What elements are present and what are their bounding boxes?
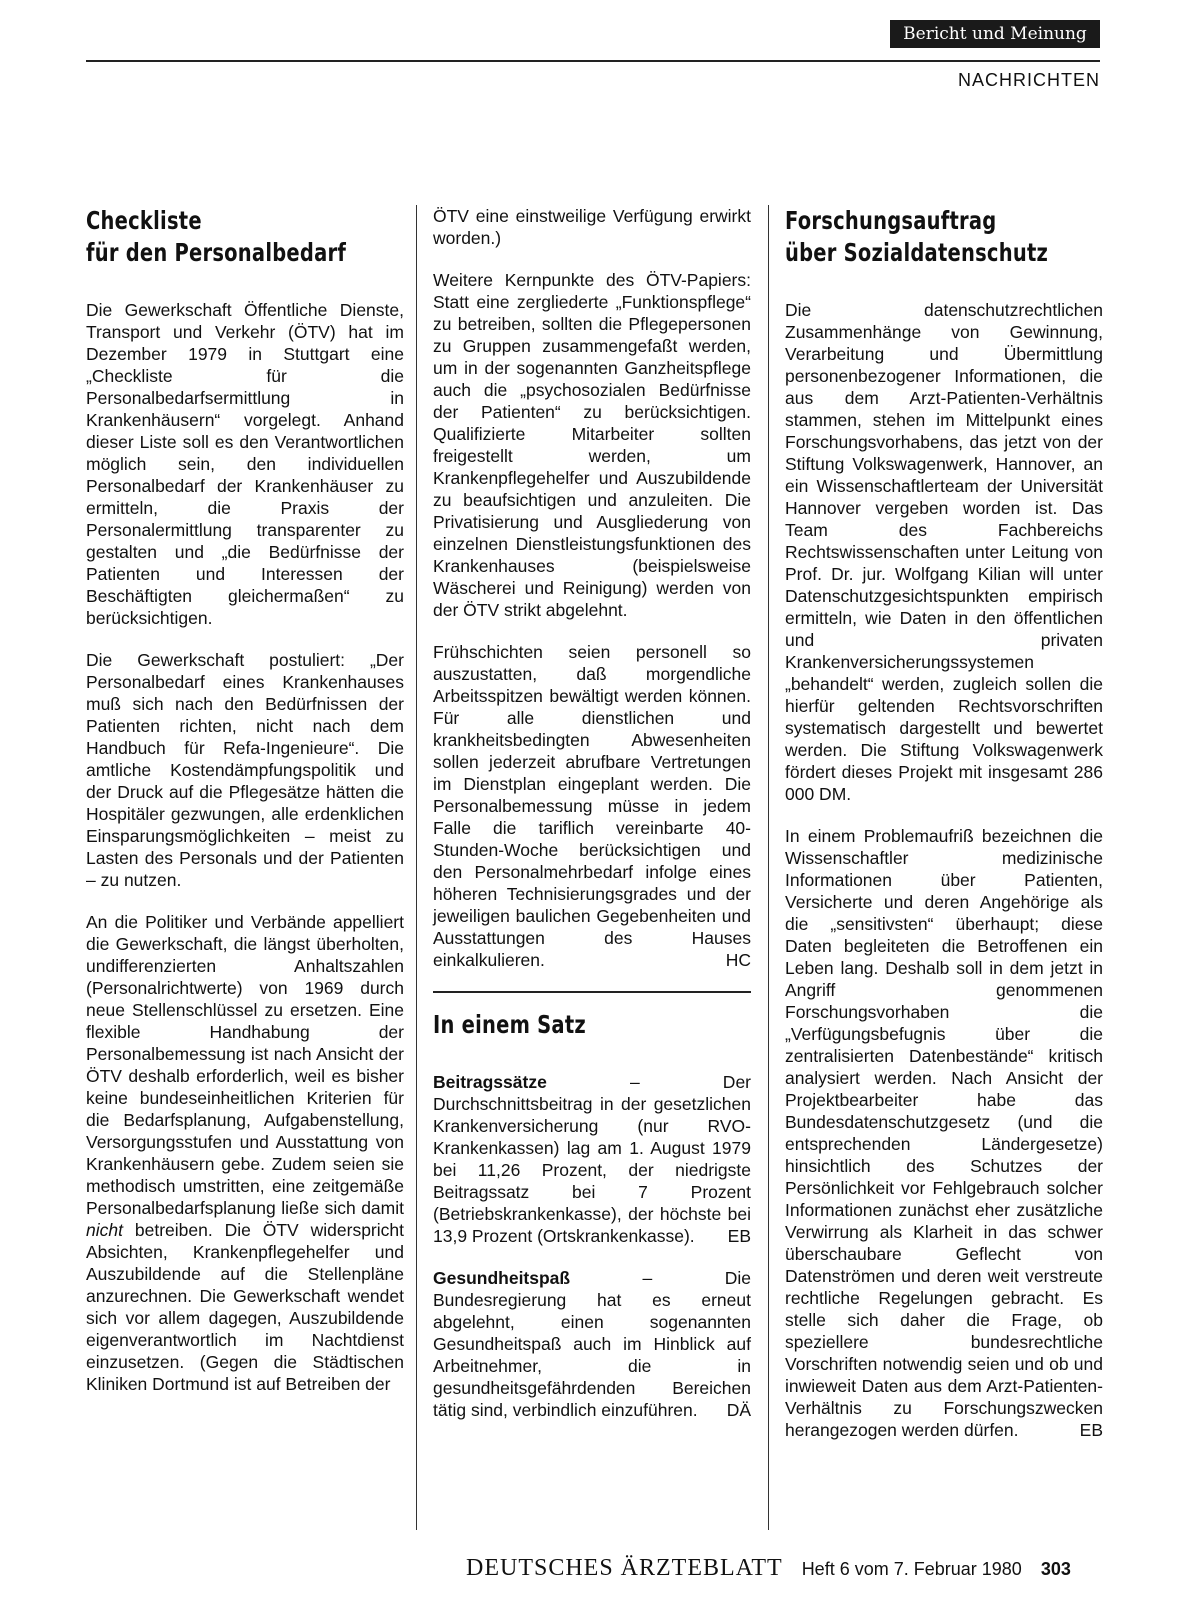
column-divider [768,205,769,1530]
author-signature: HC [725,950,751,970]
author-signature: EB [1079,1420,1103,1440]
section-badge: Bericht und Meinung [890,20,1100,48]
section-label: NACHRICHTEN [957,70,1100,90]
paragraph: Weitere Kernpunkte des ÖTV-Papiers: Statt eine zergliederte „Funktionspflege“ zu betreiben, sollten die Pflegepersonen zu Gruppen zusammengefaßt werden, um in der sogenannten Ganzheitspflege auch die „psychosozialen Bedürfnisse der Patienten“ zu berücksichtigen. Qualifizierte Mitarbeiter sollten freigestellt werden, um Krankenpflegehelfer und Auszubildende zu beaufsichtigen und anzuleiten. Die Privatisierung und Ausgliederung von einzelnen Dienstleistungsfunktionen des Krankenhauses (beispielsweise Wäscherei und Reinigung) werden von der ÖTV strikt abgelehnt. [433,270,751,620]
text-run: An die Politiker und Verbände appelliert die Gewerkschaft, die längst überholten, undifferenzierten Anhaltszahlen (Personalrichtwerte) von 1969 durch neue Stellenschlüssel zu ersetzen. Eine flexible Handhabung der Personalbemessung ist nach Ansicht der ÖTV deshalb erforderlich, weil es bisher keine bundeseinheitlichen Kriterien für die Bedarfsplanung, Aufgabenstellung, Versorgungsstufen und Ausstattung von Krankenhäusern gebe. Zudem seien sie methodisch umstritten, eine zeitgemäße Personalbedarfsplanung ließe sich damit [86,912,404,1218]
page-footer [466,1555,1071,1582]
paragraph [785,825,1103,1441]
emphasis: nicht [86,1220,123,1240]
item-lead: Beitragssätze [433,1072,547,1092]
section-rule [433,991,751,993]
title-line: über Sozialdatenschutz [785,238,1049,267]
paragraph: Die Gewerkschaft Öffentliche Dienste, Transport und Verkehr (ÖTV) hat im Dezember 1979 in Stuttgart eine „Checkliste für die Personalbedarfsermittlung in Krankenhäusern“ vorgelegt. Anhand dieser Liste soll es den Verantwortlichen möglich sein, den individuellen Personalbedarf der Krankenhäuser zu ermitteln, die Praxis der Personalermittlung transparenter zu gestalten und „die Bedürfnisse der Patienten und Interessen der Beschäftigten gleichermaßen“ zu berücksichtigen. [86,300,404,628]
item-lead: Gesundheitspaß [433,1268,571,1288]
author-signature: DÄ [726,1400,751,1420]
article-title-checkliste [86,205,347,269]
journal-name: DEUTSCHES ÄRZTEBLATT [466,1555,783,1581]
news-item [433,1071,751,1247]
text-run: In einem Problemaufriß bezeichnen die Wissenschaftler medizinische Informationen über Patienten, Versicherte und deren Angehörige als die „sensitivsten“ überhaupt; diese Daten begleiteten die Betroffenen ein Leben lang. Deshalb soll in dem jetzt in Angriff genommenen Forschungsvorhaben die „Verfügungsbefugnis über die zentralisierten Datenbestände“ kritisch analysiert werden. Nach Ansicht der Projektbearbeiter habe das Bundesdatenschutzgesetz (und die entsprechenden Ländergesetze) hinsichtlich des Schutzes der Persönlichkeit vor Fehlgebrauch solcher Informationen zunächst eher zusätzliche Verwirrung als Klarheit in das schwer überschaubare Geflecht von Datenströmen und deren weit verstreute rechtliche Regelungen gebracht. Es stelle sich daher die Frage, ob speziellere bundesrechtliche Vorschriften notwendig seien und ob und inwieweit Daten aus dem Arzt-Patienten-Verhältnis zu Forschungszwecken herangezogen werden dürfen. [785,826,1103,1440]
page-number: 303 [1040,1559,1071,1579]
column-right [785,205,1103,1461]
paragraph: ÖTV eine einstweilige Verfügung erwirkt worden.) [433,206,751,248]
article-title-in-einem-satz: In einem Satz [433,1010,586,1039]
column-middle [433,205,751,1441]
text-run: – Die Bundesregierung hat es erneut abgelehnt, einen sogenannten Gesundheitspaß auch im Hinblick auf Arbeitnehmer, die in gesundheitsgefährdenden Bereichen tätig sind, verbindlich einzuführen. [433,1268,751,1420]
column-divider [416,205,417,1530]
title-line: Checkliste [86,206,202,235]
title-line: für den Personalbedarf [86,238,347,267]
paragraph [433,641,751,971]
paragraph: Die datenschutzrechtlichen Zusammenhänge von Gewinnung, Verarbeitung und Übermittlung personenbezogener Informationen, die aus dem Arzt-Patienten-Verhältnis stammen, stehen im Mittelpunkt eines Forschungsvorhabens, das jetzt von der Stiftung Volkswagenwerk, Hannover, an ein Wissenschaftlerteam der Universität Hannover vergeben worden ist. Das Team des Fachbereichs Rechtswissenschaften unter Leitung von Prof. Dr. jur. Wolfgang Kilian will unter Datenschutzgesichtspunkten empirisch ermitteln, wie Daten in den öffentlichen und privaten Krankenversicherungssystemen „behandelt“ werden, zugleich sollen die hierfür geltenden Rechtsvorschriften systematisch dargestellt und bewertet werden. Die Stiftung Volkswagenwerk fördert dieses Projekt mit insgesamt 286 000 DM. [785,300,1103,804]
title-line: Forschungsauftrag [785,206,997,235]
article-title-forschungsauftrag [785,205,1049,269]
column-left [86,205,404,1415]
header-rule [86,60,1100,62]
issue-info: Heft 6 vom 7. Februar 1980 [801,1559,1022,1579]
text-run: betreiben. Die ÖTV widerspricht Absichten, Krankenpflegehelfer und Auszubildende auf die Stellenpläne anzurechnen. Die Gewerkschaft wendet sich vor allem dagegen, Auszubildende eigenverantwortlich im Nachtdienst einzusetzen. (Gegen die Städtischen Kliniken Dortmund ist auf Betreiben der [86,1220,404,1394]
paragraph [86,911,404,1395]
author-signature: EB [727,1226,751,1246]
text-run: – Der Durchschnittsbeitrag in der gesetzlichen Krankenversicherung (nur RVO-Krankenkassen) lag am 1. August 1979 bei 11,26 Prozent, der niedrigste Beitragssatz bei 7 Prozent (Betriebskrankenkasse), der höchste bei 13,9 Prozent (Ortskrankenkasse). [433,1072,751,1246]
text-run: Frühschichten seien personell so auszustatten, daß morgendliche Arbeitsspitzen bewältigt werden können. Für alle dienstlichen und krankheitsbedingten Abwesenheiten sollen jederzeit abrufbare Vertretungen im Dienstplan eingeplant werden. Die Personalbemessung müsse in jedem Falle die tariflich vereinbarte 40-Stunden-Woche berücksichtigen und den Personalmehrbedarf infolge eines höheren Technisierungsgrades und der jeweiligen baulichen Gegebenheiten und Ausstattungen des Hauses einkalkulieren. [433,642,751,970]
news-item [433,1267,751,1421]
paragraph: Die Gewerkschaft postuliert: „Der Personalbedarf eines Krankenhauses muß sich nach den Bedürfnissen der Patienten richten, nicht nach dem Handbuch für Refa-Ingenieure“. Die amtliche Kostendämpfungspolitik und der Druck auf die Pflegesätze hätten die Hospitäler gezwungen, alle erdenklichen Einsparungsmöglichkeiten – meist zu Lasten des Personals und der Patienten – zu nutzen. [86,650,404,890]
